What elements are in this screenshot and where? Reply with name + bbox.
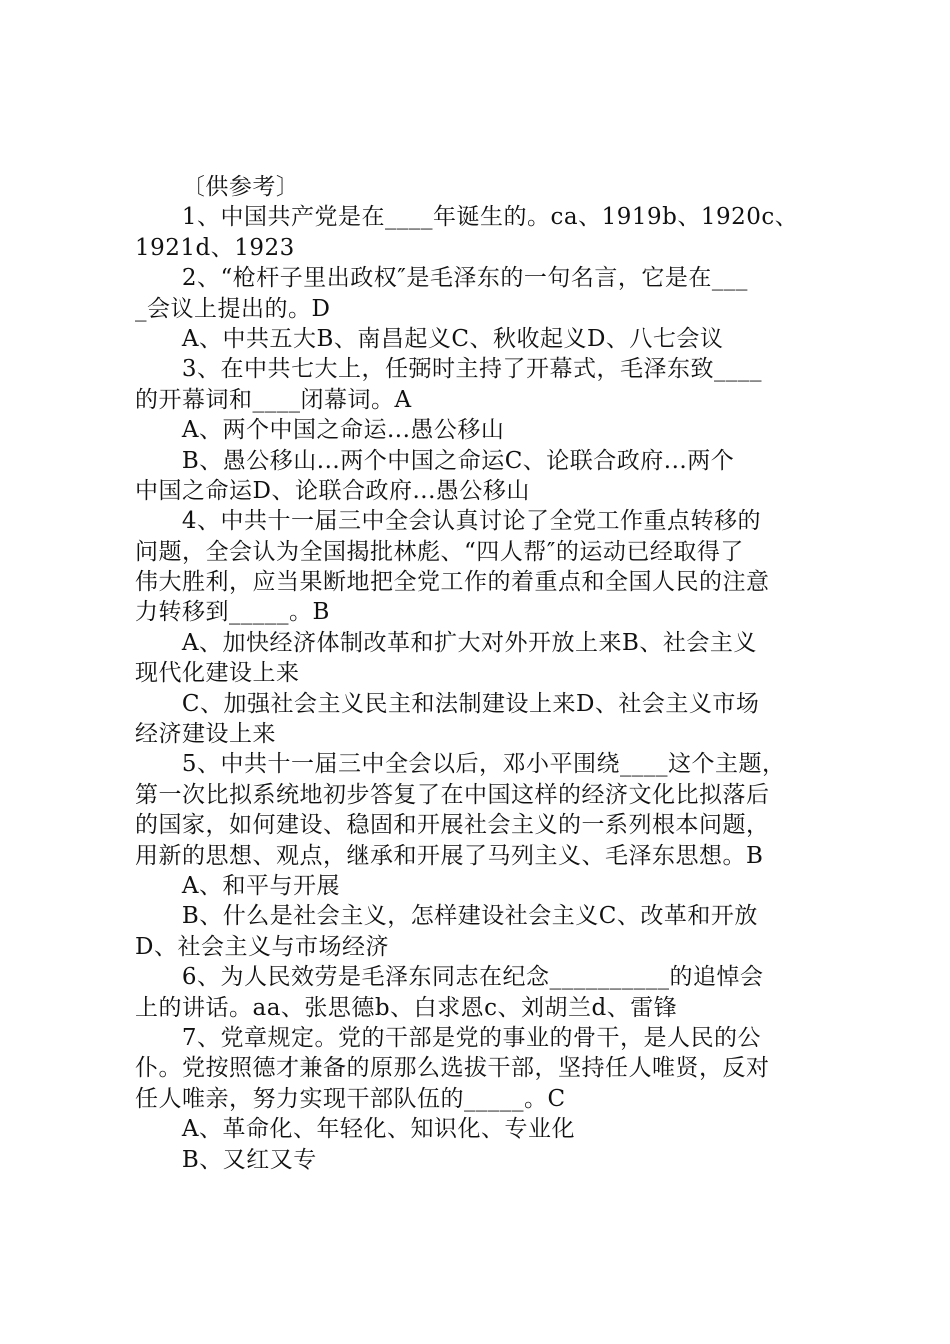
- text-line: 用新的思想、观点，继承和开展了马列主义、毛泽东思想。B: [135, 842, 764, 869]
- text-line: A、中共五大B、南昌起义C、秋收起义D、八七会议: [135, 325, 724, 352]
- text-line: 力转移到_____。B: [135, 599, 330, 626]
- text-line: 问题，全会认为全国揭批林彪、“四人帮″的运动已经取得了: [135, 538, 744, 565]
- text-line: 2、“枪杆子里出政权″是毛泽东的一句名言，它是在___: [135, 265, 748, 292]
- text-line: A、加快经济体制改革和扩大对外开放上来B、社会主义: [135, 629, 757, 656]
- text-line: _会议上提出的。D: [135, 295, 331, 322]
- text-line: 任人唯亲，努力实现干部队伍的_____。C: [135, 1085, 566, 1112]
- text-line: 伟大胜利，应当果断地把全党工作的着重点和全国人民的注意: [135, 569, 770, 596]
- text-line: 1921d、1923: [135, 234, 295, 261]
- text-line: 3、在中共七大上，任弼时主持了开幕式，毛泽东致____: [135, 356, 762, 383]
- text-line: B、什么是社会主义，怎样建设社会主义C、改革和开放: [135, 903, 758, 930]
- text-line: C、加强社会主义民主和法制建设上来D、社会主义市场: [135, 690, 760, 717]
- text-line: 7、党章规定。党的干部是党的事业的骨干，是人民的公: [135, 1024, 761, 1051]
- text-line: 5、中共十一届三中全会以后，邓小平围绕____这个主题，: [135, 751, 786, 778]
- text-line: D、社会主义与市场经济: [135, 933, 389, 960]
- text-line: 6、为人民效劳是毛泽东同志在纪念__________的追悼会: [135, 964, 764, 991]
- text-line: 的开幕词和____闭幕词。A: [135, 386, 412, 413]
- text-line: 的国家，如何建设、稳固和开展社会主义的一系列根本问题，: [135, 812, 770, 839]
- text-line: A、两个中国之命运...愚公移山: [135, 417, 505, 444]
- text-line: A、和平与开展: [135, 872, 340, 899]
- text-line: 仆。党按照德才兼备的原那么选拔干部，坚持任人唯贤，反对: [135, 1055, 770, 1082]
- text-line: 〔供参考〕: [135, 174, 300, 200]
- text-line: 1、中国共产党是在____年诞生的。ca、1919b、1920c、: [135, 204, 799, 231]
- text-line: 中国之命运D、论联合政府...愚公移山: [135, 477, 530, 504]
- text-line: B、又红又专: [135, 1146, 317, 1173]
- text-line: A、革命化、年轻化、知识化、专业化: [135, 1116, 575, 1143]
- text-line: 现代化建设上来: [135, 660, 300, 687]
- text-line: 上的讲话。aa、张思德b、白求恩c、刘胡兰d、雷锋: [135, 994, 678, 1021]
- text-line: 经济建设上来: [135, 721, 276, 748]
- text-line: 第一次比拟系统地初步答复了在中国这样的经济文化比拟落后: [135, 781, 770, 808]
- document-body: [135, 172, 825, 1175]
- text-line: B、愚公移山...两个中国之命运C、论联合政府...两个: [135, 447, 735, 474]
- text-line: 4、中共十一届三中全会认真讨论了全党工作重点转移的: [135, 508, 761, 535]
